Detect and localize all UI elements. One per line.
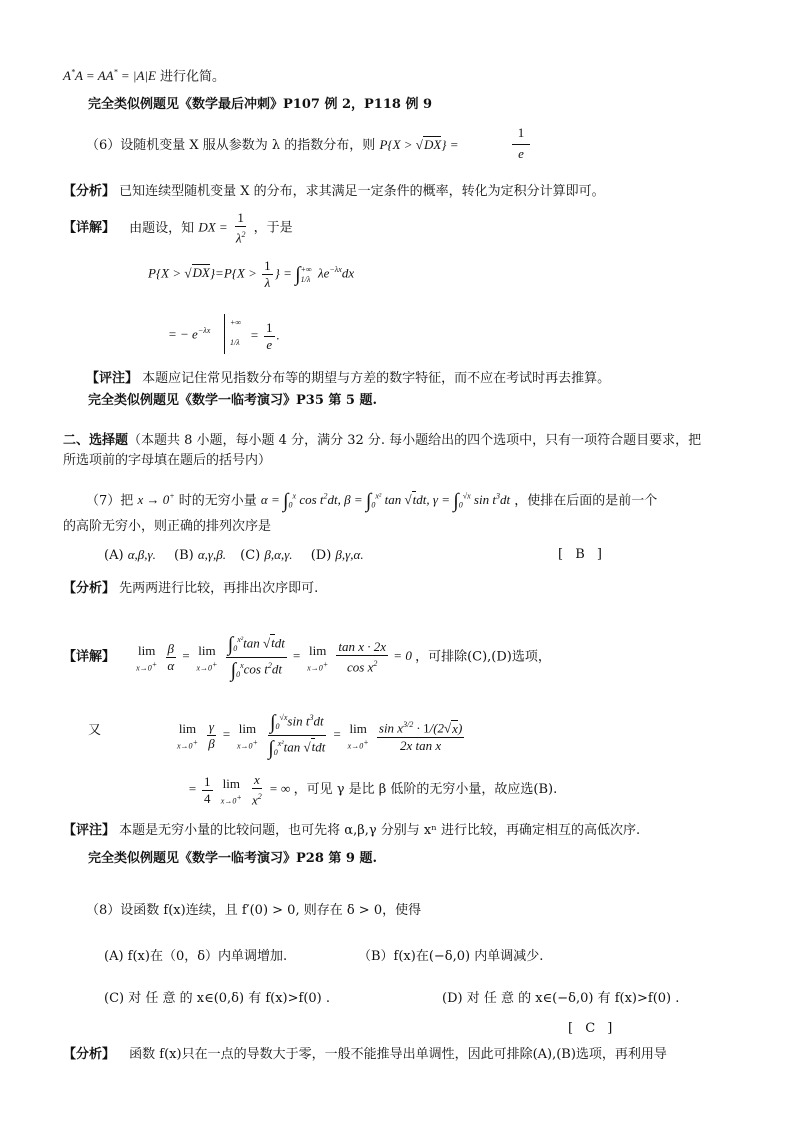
solution-6-result: = $\frac{1}{e}$ .: [250, 320, 280, 352]
comment-6: [86, 370, 610, 388]
solution-label: 【详解】: [63, 220, 116, 236]
analysis-6: [63, 183, 605, 201]
you-word: 又: [88, 723, 102, 738]
analysis-7-text: 先两两进行比较，再排出次序即可.: [119, 581, 319, 596]
q6-answer: [512, 124, 530, 163]
analysis-7: [63, 580, 318, 598]
solution-6-formula-2: = − $e^{-\lambda x}$: [168, 326, 211, 342]
section-2-instructions: （本题共 8 小题，每小题 4 分，满分 32 分. 每小题给出的四个选项中，只有一项符合题目要求，把: [128, 433, 702, 448]
solution-6-formula-1: P{X > √DX}=P{X > $\frac{1}{\lambda}$ } = ∫ +∞ 1/λ $\lambda e^{-\lambda x}dx$: [148, 258, 355, 290]
q7-option-a-label: (A): [104, 548, 124, 563]
comment-label: 【评注】: [86, 371, 139, 386]
q7-number: （7）: [86, 493, 121, 509]
analysis-label: 【分析】: [63, 184, 116, 199]
analysis-8-text: 函数 f(x)只在一点的导数大于零，一般不能推导出单调性，因此可排除(A),(B)选项，再利用导: [129, 1047, 667, 1062]
q7-text-3: ，使排在后面的是前一个: [514, 493, 658, 509]
solution-7-text-2: ，可见 γ 是比 β 低阶的无穷小量，故应选(B).: [293, 782, 558, 798]
analysis-text: 已知连续型随机变量 X 的分布，求其满足一定条件的概率，转化为定积分计算即可。: [119, 184, 605, 199]
comment-7: [63, 822, 640, 840]
q8-answer: [ C ]: [568, 1021, 613, 1036]
line-1-text: 进行化简。: [160, 69, 226, 85]
q8-option-c: (C) 对 任 意 的 x∈(0,δ) 有 f(x)>f(0) .: [104, 991, 331, 1006]
q7-options: [104, 546, 364, 565]
q6-answer-numerator: 1: [517, 125, 525, 140]
q8-number: （8）: [86, 903, 121, 918]
matrix-identity: A*A = AA* = |A|E: [63, 68, 156, 84]
q7-option-d-label: (D): [310, 548, 332, 563]
solution-7-line-1: 【详解】 lim x→0+ $\frac{\beta}{\alpha}$ = lim x→0+ $\frac{\int_0^{x^2}\tan √tdt}{\int_0^x\cos t^2dt}$ = lim x→0+ $\frac{\text{tan x · 2x}}{\cos x^2}$ = 0 ，可排除(C),(D)选项，: [63, 633, 551, 682]
solution-7-label: 【详解】: [63, 649, 116, 665]
comment-7-text: 本题是无穷小量的比较问题，也可先将 α,β,γ 分别与 xⁿ 进行比较，再确定相互的高低次序.: [119, 823, 641, 838]
q7-text-2: 时的无穷小量: [178, 493, 257, 509]
reference-1: 完全类似例题见《数学最后冲刺》P107 例 2，P118 例 9: [88, 97, 433, 112]
question-6: [86, 136, 459, 155]
comment-7-label: 【评注】: [63, 823, 116, 838]
analysis-7-label: 【分析】: [63, 581, 116, 596]
q7-option-d: β,γ,α.: [335, 547, 364, 562]
solution-text-1: 由题设，知: [129, 220, 195, 236]
q7-option-a: α,β,γ.: [127, 547, 156, 562]
solution-6-line-1: 【详解】 由题设，知 DX = $\frac{1}{\lambda^2}$ ，于是: [63, 210, 293, 246]
comment-text: 本题应记住常见指数分布等的期望与方差的数字特征，而不应在考试时再去推算。: [142, 371, 611, 386]
q7-option-c-label: (C): [240, 548, 261, 563]
line-1: [63, 64, 225, 86]
reference-2: 完全类似例题见《数学一临考演习》P35 第 5 题.: [88, 393, 378, 408]
q7-option-b-label: (B): [174, 548, 194, 563]
q7-answer: [ B ]: [558, 547, 602, 562]
q8-option-d: (D) 对 任 意 的 x∈(−δ,0) 有 f(x)>f(0) .: [442, 991, 680, 1006]
solution-7-line-3: = $\frac{1}{4}$ lim x→0+ $\frac{x}{x^2}$ = ∞ ，可见 γ 是比 β 低阶的无穷小量，故应选(B).: [188, 772, 558, 808]
q7-option-c: β,α,γ.: [264, 547, 293, 562]
reference-3: 完全类似例题见《数学一临考演习》P28 第 9 题.: [88, 851, 378, 866]
q8-text: 设函数 f(x)连续，且 f′(0) > 0, 则存在 δ > 0，使得: [120, 903, 422, 918]
q8-option-a: (A) f(x)在（0，δ）内单调增加.: [104, 949, 288, 964]
solution-7-text-1: ，可排除(C),(D)选项，: [415, 649, 551, 665]
section-2-title: 二、选择题: [63, 433, 129, 448]
q7-text-1: 把: [120, 493, 134, 509]
q6-text: 设随机变量 X 服从参数为 λ 的指数分布，则: [120, 138, 376, 153]
analysis-8-label: 【分析】: [63, 1047, 116, 1062]
question-7-line-2: 的高阶无穷小，则正确的排列次序是: [63, 519, 272, 534]
q6-answer-denominator: e: [512, 144, 530, 163]
q7-option-b: α,γ,β.: [197, 547, 227, 562]
question-8: [86, 902, 421, 920]
solution-text-2: ，于是: [253, 220, 293, 236]
q8-option-b: （B）f(x)在(−δ,0) 内单调减少.: [358, 949, 544, 964]
q6-number: （6）: [86, 138, 121, 153]
section-2-line-1: [63, 432, 701, 450]
q6-formula: P{X > √DX} =: [379, 137, 459, 152]
evaluation-bar: [224, 314, 225, 354]
question-7-line-1: （7）把 x → 0+ 时的无穷小量 $\alpha = \int_0^x$ $\cos t^2dt$, $\beta = \int_0^{x^2}$ tan √tdt, $\gamma = \int_0^{√x}$ $\sin t^3dt$ ，使排在后面的是前一个: [86, 490, 658, 513]
solution-7-formula-2: lim x→0+ $\frac{\gamma}{\beta}$ = lim x→0+ $\frac{\int_0^{√x}\sin t^3dt}{\int_0^{x^2}\tan √tdt}$ = lim x→0+ $\frac{\sin x^{3/2} \cdot 1/(2√x)}{\text{2x tan x}}$: [177, 711, 463, 760]
evaluation-limits: +∞ 1/λ: [230, 318, 242, 347]
section-2-line-2: 所选项前的字母填在题后的括号内）: [63, 453, 272, 468]
analysis-8: [63, 1046, 667, 1064]
